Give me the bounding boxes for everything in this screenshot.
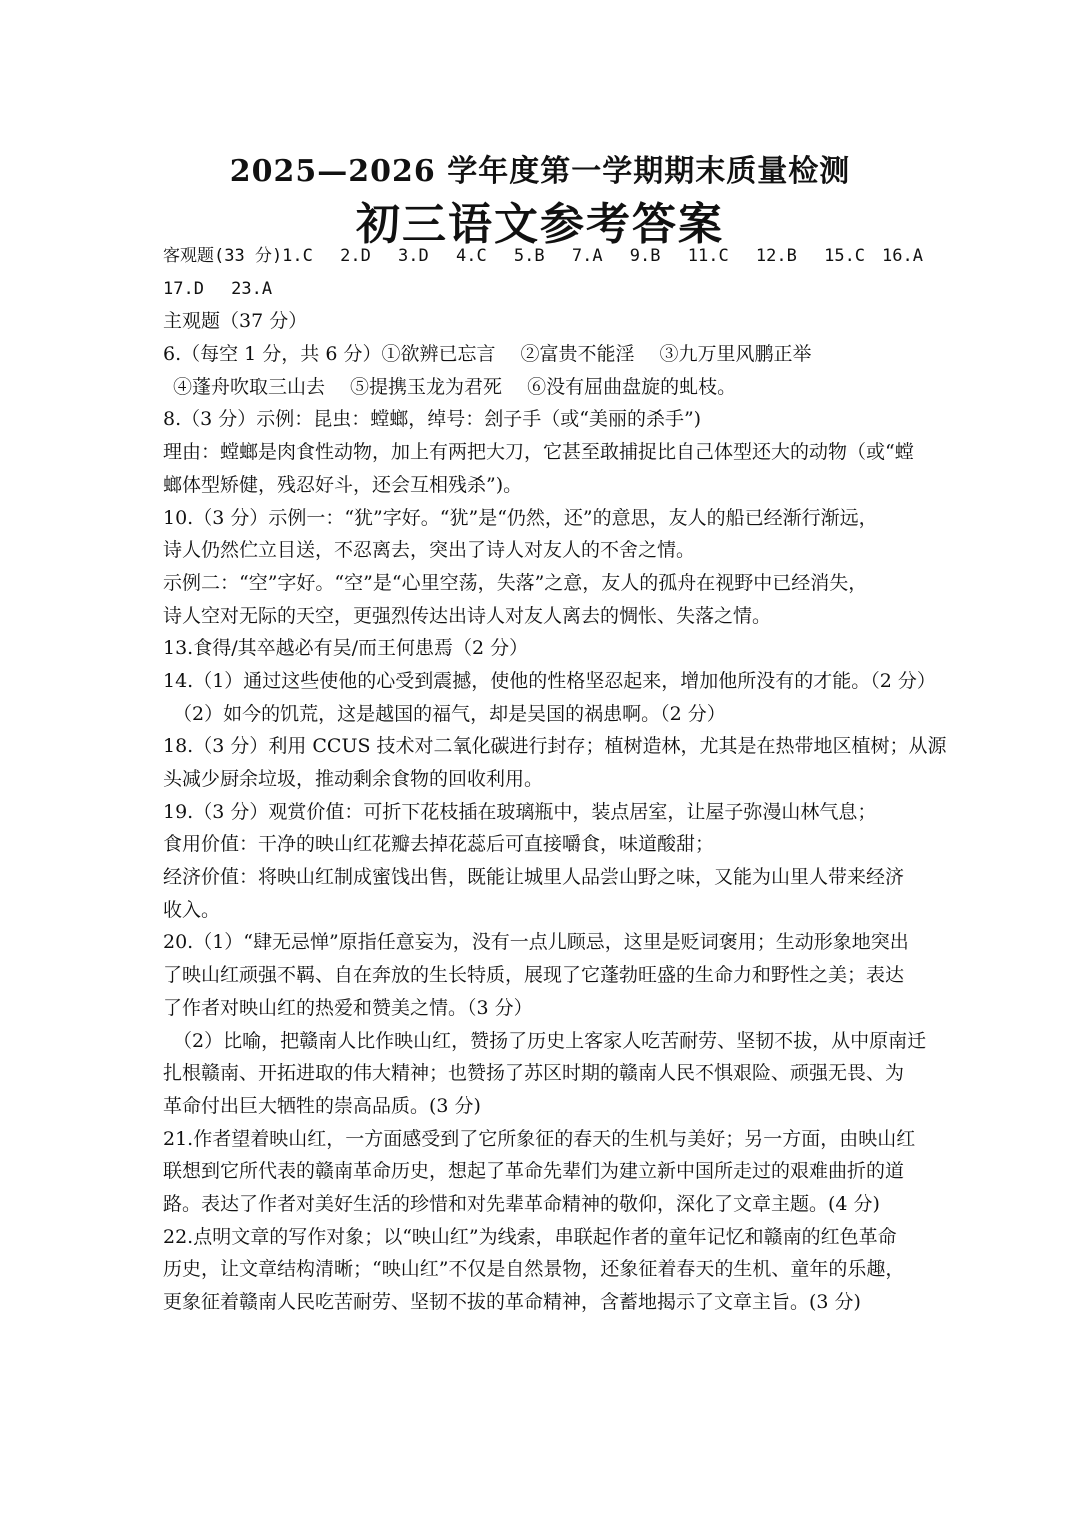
exam-title: 2025—2026 学年度第一学期期末质量检测 [229, 154, 851, 189]
answer-line: ④蓬舟吹取三山去 ⑤提携玉龙为君死 ⑥没有屈曲盘旋的虬枝。 [173, 375, 737, 398]
answer-line: 收入。 [163, 898, 221, 921]
answer-line: 理由：螳螂是肉食性动物，加上有两把大刀，它甚至敢捕捉比自己体型还大的动物（或“螳 [163, 441, 914, 464]
answer-line: 扎根赣南、开拓进取的伟大精神；也赞扬了苏区时期的赣南人民不惧艰险、顽强无畏、为 [163, 1062, 905, 1085]
objective-answers-line-2: 17.D 23.A [163, 278, 273, 299]
answer-line: 13.食得/其卒越必有吴/而王何患焉（2 分） [163, 637, 529, 660]
answer-line: 诗人空对无际的天空，更强烈传达出诗人对友人离去的惆怅、失落之情。 [163, 604, 772, 627]
answer-line: 食用价值：干净的映山红花瓣去掉花蕊后可直接嚼食，味道酸甜； [163, 833, 715, 856]
answer-line: 22.点明文章的写作对象；以“映山红”为线索，串联起作者的童年记忆和赣南的红色革命 [163, 1225, 897, 1248]
answer-line: 了映山红顽强不羁、自在奔放的生长特质，展现了它蓬勃旺盛的生命力和野性之美；表达 [163, 964, 905, 987]
answer-line: 经济价值：将映山红制成蜜饯出售，既能让城里人品尝山野之味，又能为山里人带来经济 [163, 866, 905, 889]
answer-line: 20.（1）“肆无忌惮”原指任意妄为，没有一点儿顾忌，这里是贬词褒用；生动形象地突出 [163, 931, 909, 954]
answer-line: 8.（3 分）示例：昆虫：螳螂，绰号：刽子手（或“美丽的杀手”) [163, 408, 702, 431]
answer-line: 历史，让文章结构清晰；“映山红”不仅是自然景物，还象征着春天的生机、童年的乐趣， [163, 1258, 905, 1281]
answer-content [163, 240, 947, 1319]
answer-line: 21.作者望着映山红，一方面感受到了它所象征的春天的生机与美好；另一方面，由映山红 [163, 1127, 916, 1150]
answer-line: 6.（每空 1 分，共 6 分）①欲辨已忘言 ②富贵不能淫 ③九万里风鹏正举 [163, 343, 812, 366]
objective-answers-line-1: 客观题(33 分)1.C 2.D 3.D 4.C 5.B 7.A 9.B 11.C 12.B 15.C 16.A [163, 246, 923, 266]
answer-line: 14.（1）通过这些使他的心受到震撼，使他的性格坚忍起来，增加他所没有的才能。（2 分） [163, 669, 936, 692]
answer-line: 诗人仍然伫立目送，不忍离去，突出了诗人对友人的不舍之情。 [163, 539, 696, 562]
answer-line: 10.（3 分）示例一：“犹”字好。“犹”是“仍然，还”的意思，友人的船已经渐行渐远， [163, 506, 878, 529]
answer-line: 革命付出巨大牺牲的崇高品质。(3 分) [163, 1094, 481, 1117]
answer-key-heading: 初三语文参考答案 [356, 199, 724, 250]
answer-line: 更象征着赣南人民吃苦耐劳、坚韧不拔的革命精神，含蓄地揭示了文章主旨。(3 分) [163, 1291, 861, 1313]
answer-line: 18.（3 分）利用 CCUS 技术对二氧化碳进行封存；植树造林，尤其是在热带地区植树；从源 [163, 735, 947, 758]
answer-line: 示例二：“空”字好。“空”是“心里空荡，失落”之意，友人的孤舟在视野中已经消失， [163, 571, 868, 594]
answer-line: 联想到它所代表的赣南革命历史，想起了革命先辈们为建立新中国所走过的艰难曲折的道 [163, 1160, 905, 1183]
answer-line: 了作者对映山红的热爱和赞美之情。（3 分） [163, 996, 533, 1019]
subjective-section-heading: 主观题（37 分） [163, 310, 308, 333]
answer-line: 19.（3 分）观赏价值：可折下花枝插在玻璃瓶中，装点居室，让屋子弥漫山林气息； [163, 800, 877, 823]
answer-line: （2）比喻，把赣南人比作映山红，赞扬了历史上客家人吃苦耐劳、坚韧不拔，从中原南迁 [173, 1029, 927, 1052]
answer-line: 头减少厨余垃圾，推动剩余食物的回收利用。 [163, 768, 544, 790]
answer-line: 螂体型矫健，残忍好斗，还会互相残杀”)。 [163, 473, 523, 496]
answer-line: 路。表达了作者对美好生活的珍惜和对先辈革命精神的敬仰，深化了文章主题。(4 分) [163, 1192, 880, 1215]
answer-line: （2）如今的饥荒，这是越国的福气，却是吴国的祸患啊。（2 分） [173, 702, 726, 725]
